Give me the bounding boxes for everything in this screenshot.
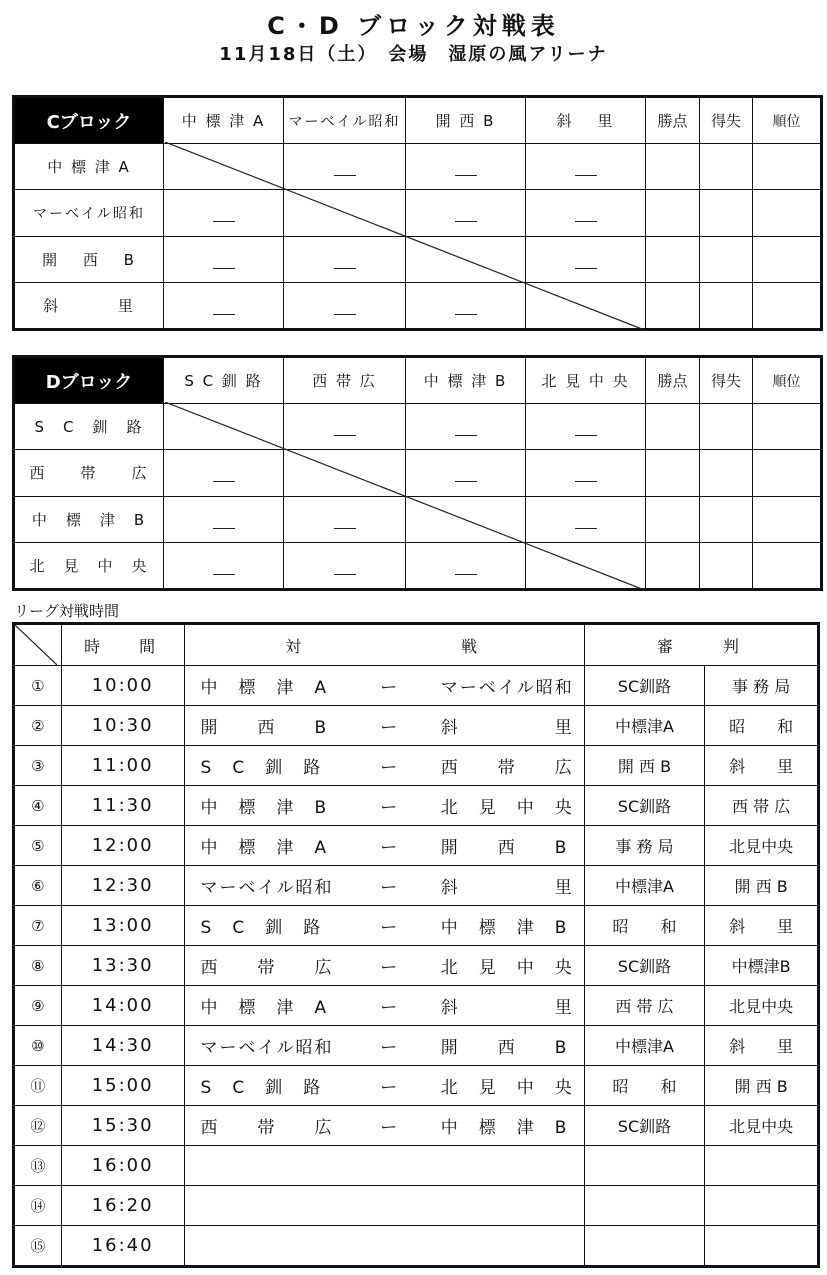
- match-time: 13:00: [61, 906, 184, 946]
- vs-separator: ー: [355, 906, 423, 946]
- schedule-row: [14, 746, 819, 786]
- referee-1: 中標津A: [584, 706, 705, 746]
- match-number: ⑤: [14, 826, 62, 866]
- match-number: ⑥: [14, 866, 62, 906]
- block-c-rank: [753, 190, 822, 236]
- schedule-row: [14, 1066, 819, 1106]
- match-number: ⑫: [14, 1106, 62, 1146]
- block-d-rank: [753, 404, 822, 450]
- schedule-row: [14, 1146, 819, 1186]
- vs-separator: ー: [355, 666, 423, 706]
- block-c-points: [646, 190, 700, 236]
- block-d-diagonal: [165, 402, 647, 591]
- match-number: ②: [14, 706, 62, 746]
- match-time: 16:40: [61, 1226, 184, 1267]
- block-d-points: [646, 542, 700, 589]
- referee-2: 開 西 B: [705, 1066, 819, 1106]
- match-time: 14:30: [61, 1026, 184, 1066]
- referee-2: 西 帯 広: [705, 786, 819, 826]
- schedule-row: [14, 826, 819, 866]
- block-c-col-team: 斜 里: [526, 97, 646, 144]
- block-c-diff: [700, 282, 753, 329]
- block-d-col-diff: 得失: [700, 357, 753, 404]
- schedule-row: [14, 1186, 819, 1226]
- match-number: ⑪: [14, 1066, 62, 1106]
- block-d-points: [646, 404, 700, 450]
- block-c-row-team: 斜 里: [14, 282, 164, 329]
- block-c-col-diff: 得失: [700, 97, 753, 144]
- block-c-name: Cブロック: [14, 97, 164, 144]
- block-d-points: [646, 450, 700, 496]
- block-c-diff: [700, 190, 753, 236]
- referee-2: 斜 里: [705, 1026, 819, 1066]
- block-d-row-team: 西 帯 広: [14, 450, 164, 496]
- match-time: 11:30: [61, 786, 184, 826]
- home-team: 西 帯 広: [184, 946, 355, 986]
- referee-1: 中標津A: [584, 866, 705, 906]
- block-c-diff: [700, 236, 753, 282]
- home-team: マーベイル昭和: [184, 866, 355, 906]
- schedule-row: [14, 786, 819, 826]
- referee-1: [584, 1186, 705, 1226]
- block-c-rank: [753, 282, 822, 329]
- home-team: 西 帯 広: [184, 1106, 355, 1146]
- home-team: 中 標 津 A: [184, 986, 355, 1026]
- vs-separator: ー: [355, 826, 423, 866]
- referee-1: SC釧路: [584, 1106, 705, 1146]
- schedule-row: [14, 986, 819, 1026]
- block-d-row-team: S C 釧 路: [14, 404, 164, 450]
- match-time: 11:00: [61, 746, 184, 786]
- block-c-col-team: 中 標 津 A: [164, 97, 284, 144]
- schedule-row: [14, 866, 819, 906]
- home-team: S C 釧 路: [184, 1066, 355, 1106]
- block-d-row-team: 北 見 中 央: [14, 542, 164, 589]
- referee-2: 斜 里: [705, 906, 819, 946]
- referee-2: 北見中央: [705, 986, 819, 1026]
- away-team: マーベイル昭和: [423, 666, 584, 706]
- home-team: 中 標 津 B: [184, 786, 355, 826]
- vs-separator: [355, 1186, 423, 1226]
- schedule-table: [12, 622, 820, 1268]
- referee-1: 昭 和: [584, 1066, 705, 1106]
- referee-2: 事 務 局: [705, 666, 819, 706]
- referee-2: 北見中央: [705, 1106, 819, 1146]
- match-number: ④: [14, 786, 62, 826]
- home-team: 開 西 B: [184, 706, 355, 746]
- schedule-row: [14, 1226, 819, 1267]
- schedule-row: [14, 1106, 819, 1146]
- home-team: 中 標 津 A: [184, 826, 355, 866]
- referee-1: [584, 1146, 705, 1186]
- schedule-row: [14, 946, 819, 986]
- match-number: ⑮: [14, 1226, 62, 1267]
- referee-1: 西 帯 広: [584, 986, 705, 1026]
- away-team: 中 標 津 B: [423, 1106, 584, 1146]
- match-time: 14:00: [61, 986, 184, 1026]
- referee-1: SC釧路: [584, 946, 705, 986]
- home-team: マーベイル昭和: [184, 1026, 355, 1066]
- home-team: S C 釧 路: [184, 746, 355, 786]
- vs-separator: [355, 1146, 423, 1186]
- block-d-diff: [700, 542, 753, 589]
- match-time: 16:20: [61, 1186, 184, 1226]
- home-team: S C 釧 路: [184, 906, 355, 946]
- vs-separator: ー: [355, 1066, 423, 1106]
- vs-separator: ー: [355, 1106, 423, 1146]
- away-team: [423, 1186, 584, 1226]
- match-time: 10:30: [61, 706, 184, 746]
- block-d-diff: [700, 404, 753, 450]
- block-d-rank: [753, 542, 822, 589]
- block-d-col-points: 勝点: [646, 357, 700, 404]
- block-d-rank: [753, 496, 822, 542]
- block-c-wrapper: [12, 95, 826, 331]
- home-team: [184, 1146, 355, 1186]
- match-time: 12:00: [61, 826, 184, 866]
- schedule-header-match: 対 戦: [184, 624, 584, 666]
- schedule-caption: リーグ対戦時間: [14, 602, 120, 620]
- match-time: 15:00: [61, 1066, 184, 1106]
- referee-1: 開 西 B: [584, 746, 705, 786]
- block-d-col-team: 西 帯 広: [284, 357, 406, 404]
- block-c-col-rank: 順位: [753, 97, 822, 144]
- schedule-header-time: 時 間: [61, 624, 184, 666]
- block-d-rank: [753, 450, 822, 496]
- away-team: 斜 里: [423, 866, 584, 906]
- away-team: [423, 1146, 584, 1186]
- vs-separator: ー: [355, 786, 423, 826]
- referee-2: 開 西 B: [705, 866, 819, 906]
- block-d-points: [646, 496, 700, 542]
- match-time: 15:30: [61, 1106, 184, 1146]
- block-c-col-points: 勝点: [646, 97, 700, 144]
- block-d-name: Dブロック: [14, 357, 164, 404]
- match-time: 12:30: [61, 866, 184, 906]
- schedule-body: [14, 666, 819, 1267]
- block-c-diff: [700, 144, 753, 190]
- referee-2: 中標津B: [705, 946, 819, 986]
- referee-1: [584, 1226, 705, 1267]
- home-team: [184, 1226, 355, 1267]
- block-d-wrapper: [12, 355, 826, 591]
- schedule-row: [14, 1026, 819, 1066]
- match-number: ⑬: [14, 1146, 62, 1186]
- block-c-points: [646, 236, 700, 282]
- referee-2: 北見中央: [705, 826, 819, 866]
- page-subtitle: 11月18日（土） 会場 湿原の風アリーナ: [219, 44, 608, 65]
- match-number: ⑧: [14, 946, 62, 986]
- schedule-row: [14, 666, 819, 706]
- referee-1: 事 務 局: [584, 826, 705, 866]
- block-c-points: [646, 282, 700, 329]
- away-team: 斜 里: [423, 706, 584, 746]
- away-team: 斜 里: [423, 986, 584, 1026]
- vs-separator: ー: [355, 986, 423, 1026]
- home-team: [184, 1186, 355, 1226]
- vs-separator: ー: [355, 746, 423, 786]
- referee-1: 中標津A: [584, 1026, 705, 1066]
- block-c-rank: [753, 144, 822, 190]
- schedule-corner: [14, 624, 62, 666]
- referee-1: SC釧路: [584, 666, 705, 706]
- match-number: ①: [14, 666, 62, 706]
- away-team: 北 見 中 央: [423, 1066, 584, 1106]
- referee-1: SC釧路: [584, 786, 705, 826]
- away-team: 開 西 B: [423, 1026, 584, 1066]
- block-c-points: [646, 144, 700, 190]
- match-number: ⑭: [14, 1186, 62, 1226]
- away-team: [423, 1226, 584, 1267]
- vs-separator: ー: [355, 866, 423, 906]
- match-time: 16:00: [61, 1146, 184, 1186]
- block-d-col-team: 中 標 津 B: [406, 357, 526, 404]
- away-team: 北 見 中 央: [423, 946, 584, 986]
- block-d-col-rank: 順位: [753, 357, 822, 404]
- vs-separator: [355, 1226, 423, 1267]
- referee-2: [705, 1186, 819, 1226]
- referee-2: [705, 1146, 819, 1186]
- block-d-row-team: 中 標 津 B: [14, 496, 164, 542]
- schedule-header-ref: 審 判: [584, 624, 818, 666]
- away-team: 中 標 津 B: [423, 906, 584, 946]
- block-c-col-team: 開 西 B: [406, 97, 526, 144]
- schedule-row: [14, 906, 819, 946]
- match-number: ③: [14, 746, 62, 786]
- block-c-rank: [753, 236, 822, 282]
- match-number: ⑨: [14, 986, 62, 1026]
- block-d-col-team: 北 見 中 央: [526, 357, 646, 404]
- referee-2: 斜 里: [705, 746, 819, 786]
- block-d-diff: [700, 496, 753, 542]
- page-title: C・D ブロック対戦表: [267, 12, 560, 40]
- away-team: 西 帯 広: [423, 746, 584, 786]
- block-d-col-team: S C 釧 路: [164, 357, 284, 404]
- block-c-row-team: マーベイル昭和: [14, 190, 164, 236]
- vs-separator: ー: [355, 1026, 423, 1066]
- vs-separator: ー: [355, 946, 423, 986]
- schedule-row: [14, 706, 819, 746]
- away-team: 開 西 B: [423, 826, 584, 866]
- block-c-row-team: 開 西 B: [14, 236, 164, 282]
- match-time: 10:00: [61, 666, 184, 706]
- referee-2: 昭 和: [705, 706, 819, 746]
- vs-separator: ー: [355, 706, 423, 746]
- referee-2: [705, 1226, 819, 1267]
- home-team: 中 標 津 A: [184, 666, 355, 706]
- match-number: ⑩: [14, 1026, 62, 1066]
- match-number: ⑦: [14, 906, 62, 946]
- block-d-diff: [700, 450, 753, 496]
- away-team: 北 見 中 央: [423, 786, 584, 826]
- block-c-row-team: 中 標 津 A: [14, 144, 164, 190]
- referee-1: 昭 和: [584, 906, 705, 946]
- match-time: 13:30: [61, 946, 184, 986]
- corner-slash: [15, 625, 57, 665]
- block-c-diagonal: [165, 142, 647, 331]
- block-c-col-team: マーベイル昭和: [284, 97, 406, 144]
